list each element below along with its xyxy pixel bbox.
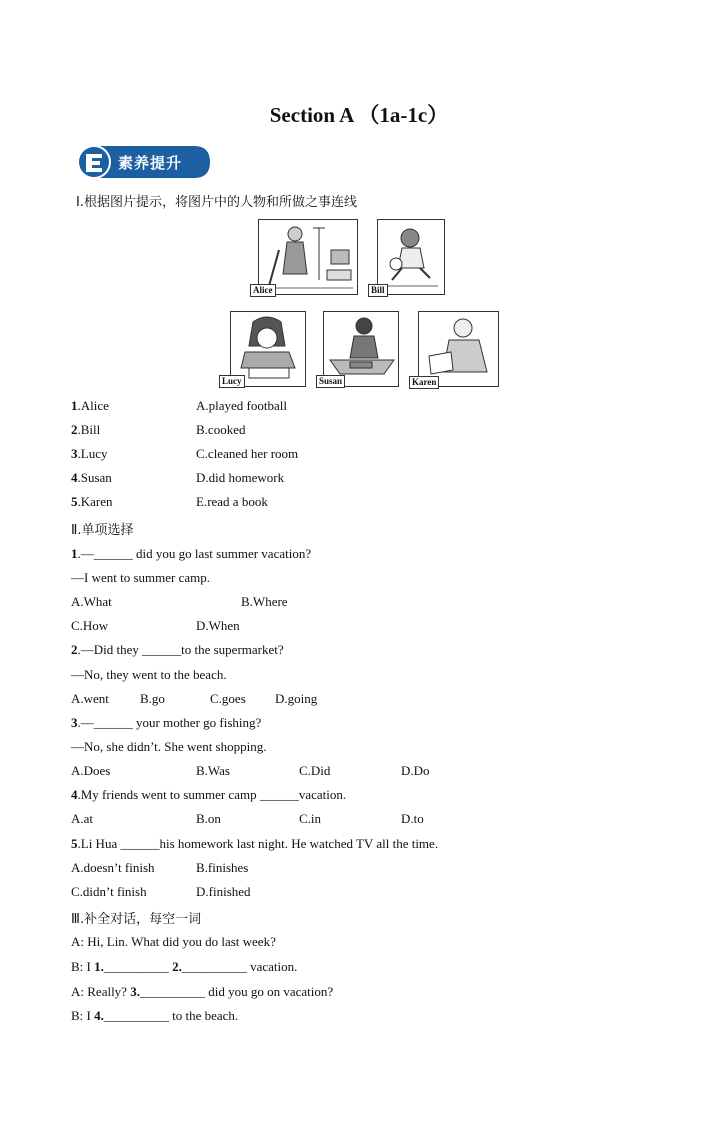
- match-item-5: [71, 494, 113, 510]
- question-stem: .—______ did you go last summer vacation?: [77, 546, 312, 561]
- section-banner: [76, 144, 212, 180]
- q5-option-c: C.didn’t finish: [71, 884, 147, 899]
- q3-option-b: B.Was: [196, 763, 230, 778]
- match-item-1: [71, 398, 109, 414]
- picture-label-lucy: Lucy: [219, 375, 245, 388]
- item-number: 4: [71, 470, 78, 485]
- item-name: .Bill: [77, 422, 101, 437]
- question-number: 1: [71, 546, 78, 561]
- speaker-a: A: Really?: [71, 984, 131, 999]
- q5-option-b: B.finishes: [196, 860, 249, 875]
- item-number: 1: [71, 398, 78, 413]
- dialogue-line-1: A: Hi, Lin. What did you do last week?: [71, 934, 276, 949]
- match-option-e: E.read a book: [196, 494, 268, 509]
- question-stem: .My friends went to summer camp ______vacation.: [77, 787, 347, 802]
- bill-football-illustration: [378, 220, 444, 294]
- q5-option-d: D.finished: [196, 884, 251, 899]
- dialogue-line-2: [71, 959, 297, 975]
- question-1-reply: —I went to summer camp.: [71, 570, 210, 585]
- match-item-2: [71, 422, 100, 438]
- q2-option-a: A.went: [71, 691, 109, 706]
- item-name: .Karen: [77, 494, 113, 509]
- match-item-4: [71, 470, 112, 486]
- banner-label: 素养提升: [118, 154, 183, 172]
- q1-option-b: B.Where: [241, 594, 288, 609]
- question-stem: .—Did they ______to the supermarket?: [77, 642, 284, 657]
- blank-1: __________: [103, 959, 173, 974]
- question-number: 4: [71, 787, 78, 802]
- blank-number-2: 2.: [172, 959, 182, 974]
- q5-option-a: A.doesn’t finish: [71, 860, 155, 875]
- question-1: [71, 546, 311, 562]
- lucy-picture: [222, 311, 306, 387]
- picture-label-susan: Susan: [316, 375, 345, 388]
- item-number: 2: [71, 422, 78, 437]
- item-number: 3: [71, 446, 78, 461]
- speaker-b: B: I: [71, 1008, 95, 1023]
- question-5: [71, 836, 438, 852]
- dialogue-line-4: [71, 1008, 238, 1024]
- question-stem: .Li Hua ______his homework last night. He watched TV all the time.: [77, 836, 439, 851]
- q1-option-a: A.What: [71, 594, 112, 609]
- q1-option-c: C.How: [71, 618, 109, 633]
- question-number: 3: [71, 715, 78, 730]
- question-4: [71, 787, 346, 803]
- section2-heading: Ⅱ.单项选择: [71, 523, 134, 538]
- alice-cleaning-illustration: [259, 220, 357, 294]
- blank-2: __________ vacation.: [181, 959, 298, 974]
- blank-number-1: 1.: [94, 959, 104, 974]
- item-name: .Alice: [77, 398, 109, 413]
- blank-3: __________ did you go on vacation?: [139, 984, 334, 999]
- item-name: .Susan: [77, 470, 112, 485]
- question-3: [71, 715, 261, 731]
- q3-option-a: A.Does: [71, 763, 111, 778]
- question-2-reply: —No, they went to the beach.: [71, 667, 227, 682]
- picture-label-alice: Alice: [250, 284, 276, 297]
- blank-4: __________ to the beach.: [103, 1008, 239, 1023]
- karen-picture: [412, 311, 499, 387]
- q4-option-b: B.on: [196, 811, 221, 826]
- question-number: 5: [71, 836, 78, 851]
- q1-option-d: D.When: [196, 618, 240, 633]
- q3-option-d: D.Do: [401, 763, 430, 778]
- dialogue-line-3: [71, 984, 333, 1000]
- alice-picture: [253, 219, 358, 295]
- karen-reading-illustration: [419, 312, 498, 386]
- match-item-3: [71, 446, 107, 462]
- question-number: 2: [71, 642, 78, 657]
- q4-option-d: D.to: [401, 811, 424, 826]
- question-stem: .—______ your mother go fishing?: [77, 715, 262, 730]
- match-option-b: B.cooked: [196, 422, 246, 437]
- section3-heading: Ⅲ.补全对话，每空一词: [71, 912, 202, 927]
- blank-number-4: 4.: [94, 1008, 104, 1023]
- blank-number-3: 3.: [130, 984, 140, 999]
- q2-option-c: C.goes: [210, 691, 246, 706]
- page-title: Section A （1a-1c）: [269, 103, 449, 127]
- picture-label-karen: Karen: [409, 376, 439, 389]
- match-option-d: D.did homework: [196, 470, 285, 485]
- picture-label-bill: Bill: [368, 284, 388, 297]
- q4-option-a: A.at: [71, 811, 94, 826]
- question-3-reply: —No, she didn’t. She went shopping.: [71, 739, 267, 754]
- match-option-c: C.cleaned her room: [196, 446, 299, 461]
- match-option-a: A.played football: [196, 398, 287, 413]
- question-2: [71, 642, 284, 658]
- speaker-b: B: I: [71, 959, 95, 974]
- susan-picture: [319, 311, 399, 387]
- section1-heading: Ⅰ.根据图片提示，将图片中的人物和所做之事连线: [76, 195, 357, 210]
- item-number: 5: [71, 494, 78, 509]
- item-name: .Lucy: [77, 446, 108, 461]
- bill-picture: [371, 219, 445, 295]
- q4-option-c: C.in: [299, 811, 322, 826]
- q2-option-b: B.go: [140, 691, 165, 706]
- q2-option-d: D.going: [275, 691, 318, 706]
- q3-option-c: C.Did: [299, 763, 331, 778]
